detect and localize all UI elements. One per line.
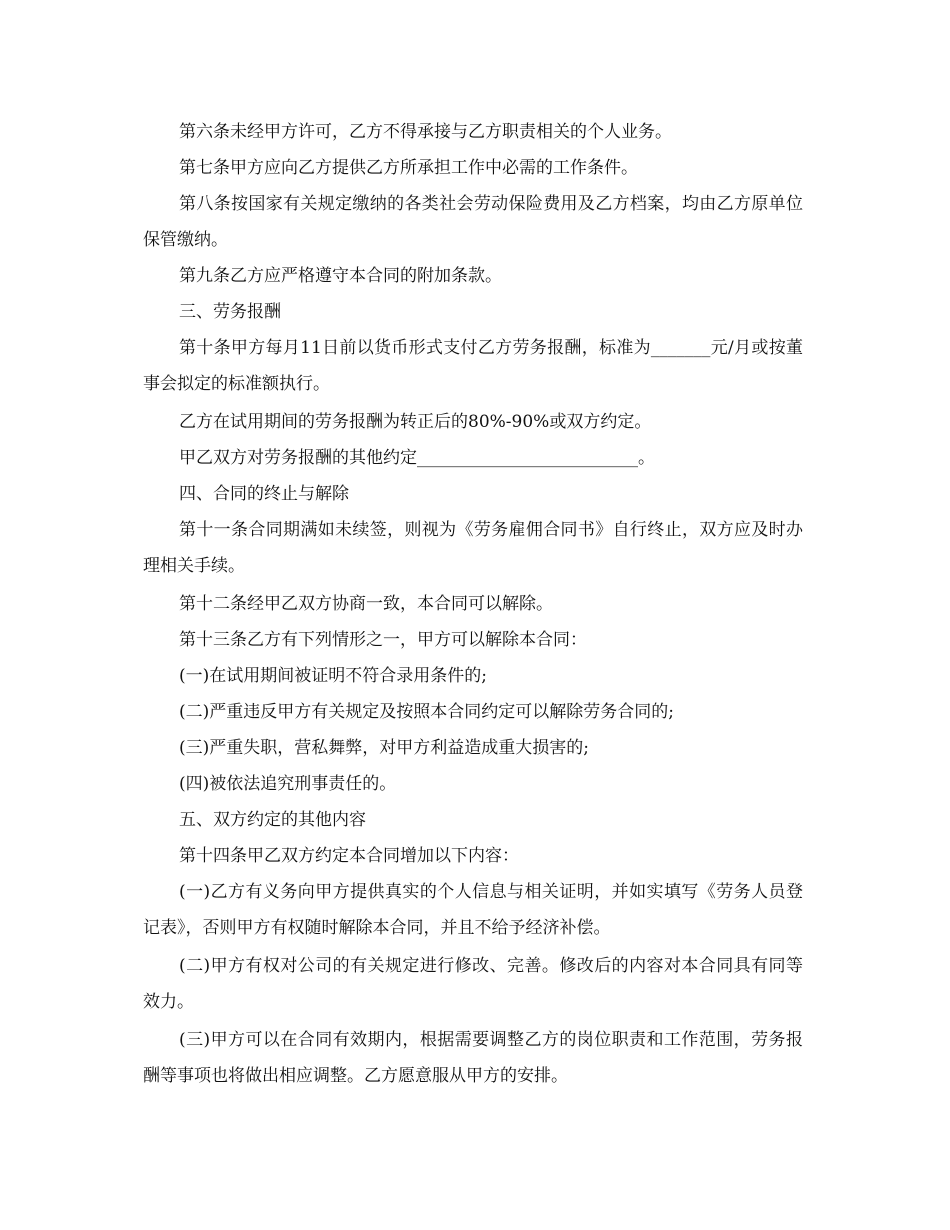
clause-7: 第七条甲方应向乙方提供乙方所承担工作中必需的工作条件。 bbox=[179, 158, 638, 178]
clause-9: 第九条乙方应严格遵守本合同的附加条款。 bbox=[179, 266, 502, 286]
clause-14-item-3: (三)甲方可以在合同有效期内，根据需要调整乙方的岗位职责和工作范围，劳务报酬等事项也将做出相应调整。乙方愿意服从甲方的安排。 bbox=[143, 1030, 803, 1086]
clause-8: 第八条按国家有关规定缴纳的各类社会劳动保险费用及乙方档案，均由乙方原单位保管缴纳。 bbox=[143, 194, 803, 250]
clause-6: 第六条未经甲方许可，乙方不得承接与乙方职责相关的个人业务。 bbox=[179, 122, 672, 142]
clause-14: 第十四条甲乙双方约定本合同增加以下内容： bbox=[179, 846, 519, 866]
clause-14-item-1: (一)乙方有义务向甲方提供真实的个人信息与相关证明，并如实填写《劳务人员登记表》，否则甲方有权随时解除本合同，并且不给予经济补偿。 bbox=[143, 882, 803, 938]
clause-13-item-2: (二)严重违反甲方有关规定及按照本合同约定可以解除劳务合同的; bbox=[179, 702, 674, 722]
clause-13-item-1: (一)在试用期间被证明不符合录用条件的; bbox=[179, 666, 487, 686]
clause-12: 第十二条经甲乙双方协商一致，本合同可以解除。 bbox=[179, 594, 553, 614]
section-heading-termination: 四、合同的终止与解除 bbox=[179, 484, 349, 504]
other-pay-agreement-text: 甲乙双方对劳务报酬的其他约定__________________________。 bbox=[179, 448, 655, 468]
clause-11: 第十一条合同期满如未续签，则视为《劳务雇佣合同书》自行终止，双方应及时办理相关手续。 bbox=[143, 520, 803, 576]
section-heading-other: 五、双方约定的其他内容 bbox=[179, 810, 366, 830]
section-heading-remuneration: 三、劳务报酬 bbox=[179, 302, 281, 322]
clause-13: 第十三条乙方有下列情形之一，甲方可以解除本合同： bbox=[179, 630, 587, 650]
clause-14-item-2: (二)甲方有权对公司的有关规定进行修改、完善。修改后的内容对本合同具有同等效力。 bbox=[143, 956, 803, 1012]
probation-pay-text: 乙方在试用期间的劳务报酬为转正后的80%-90%或双方约定。 bbox=[179, 412, 652, 432]
clause-10: 第十条甲方每月11日前以货币形式支付乙方劳务报酬，标准为_______元/月或按董事会拟定的标准额执行。 bbox=[143, 338, 803, 394]
clause-13-item-4: (四)被依法追究刑事责任的。 bbox=[179, 774, 397, 794]
clause-13-item-3: (三)严重失职，营私舞弊，对甲方利益造成重大损害的; bbox=[179, 738, 589, 758]
